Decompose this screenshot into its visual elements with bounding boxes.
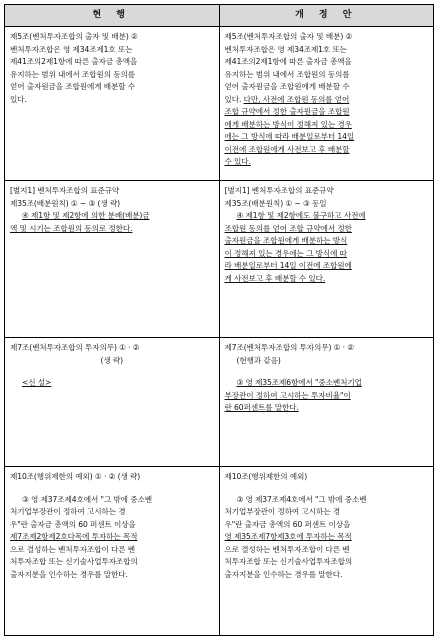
current-cell — [5, 27, 220, 181]
underlined-text: 라 배분일로부터 14일 이전에 조합원에 — [224, 261, 352, 270]
header-revised: 개 정 안 — [219, 5, 434, 27]
underlined-text: ③ 영 제35조제6항에서 "중소벤처기업 — [236, 378, 362, 387]
text-line: [별지1] 벤처투자조합의 표준규약 — [224, 186, 334, 195]
text-line: 제5조(벤처투자조합의 출자 및 배분) ② — [10, 32, 138, 41]
text-line: 출자지분을 인수하는 경우를 말한다. — [224, 569, 343, 579]
underlined-text: 이전에 조합원에게 사전보고 후 배분할 — [224, 144, 350, 154]
underlined-text: 수 있다. — [224, 157, 251, 166]
revised-cell — [219, 27, 434, 181]
underlined-text: 다만, 사전에 조합원 동의를 얻어 — [243, 94, 350, 104]
text-line: 제7조(벤처투자조합의 투자의무) ① · ② — [10, 343, 140, 352]
text-line: [별지1] 벤처투자조합의 표준규약 — [10, 186, 120, 195]
underlined-text: 조합 규약에서 정한 출자원금을 조합원 — [224, 107, 350, 116]
underlined-text: 게 사전보고 후 배분할 수 있다. — [224, 273, 326, 283]
underlined-text: 이 정해져 있는 경우에는 그 방식에 따 — [224, 248, 347, 258]
underlined-text: 제7조제2항제2호다목에 투자하는 목적 — [10, 532, 138, 541]
underlined-text: <신 설> — [22, 378, 52, 387]
text-line: (현행과 같음) — [236, 355, 281, 365]
underlined-text: 란 60퍼센트를 말한다. — [224, 403, 299, 412]
table-row — [5, 338, 434, 467]
text-span: 있다. — [224, 94, 244, 104]
text-line: 제7조(벤처투자조합의 투자의무) ① · ② — [224, 343, 355, 352]
revised-cell — [219, 181, 434, 338]
underlined-text: 에는 그 방식에 따라 배분일로부터 14일 — [224, 132, 355, 141]
text-line: 으로 결성하는 벤처투자조합이 다른 벤 — [10, 544, 136, 554]
text-line: 우"란 출자금 총액의 60 퍼센트 이상을 — [10, 519, 136, 529]
comparison-table-container — [4, 4, 434, 632]
text-line: 제10조(행위제한의 예외) — [224, 472, 308, 481]
underlined-text: ④ 제1항 및 제2항에도 불구하고 사전에 — [236, 211, 366, 220]
text-line: 처투자조합 또는 신기술사업투자조합의 — [224, 557, 353, 566]
current-cell — [5, 338, 220, 467]
text-line: 제5조(벤처투자조합의 출자 및 배분) ② — [224, 32, 353, 41]
underlined-text: 액 및 시기는 조합원의 동의로 정한다. — [10, 223, 133, 233]
text-line: 처기업부장관이 정하여 고시하는 경 — [224, 507, 340, 516]
underlined-text: 에게 배분하는 방식이 정해져 있는 경우 — [224, 119, 352, 129]
text-line: 처기업부장관이 정하여 고시하는 경 — [10, 507, 126, 516]
revised-cell — [219, 338, 434, 467]
text-line — [225, 94, 429, 107]
text-line: 제35조(배분원칙) ① ~ ③ 동일 — [224, 198, 327, 208]
underlined-text: 조합원 동의를 얻어 조합 규약에서 정한 — [224, 223, 352, 233]
text-line: 처투자조합 또는 신기술사업투자조합의 — [10, 557, 138, 566]
text-line: 유지하는 범위 내에서 조합원의 동의를 — [224, 69, 350, 79]
underlined-text: 영 제35조제7항제3호에 투자하는 목적 — [224, 532, 352, 541]
underlined-text: ④ 제1항 및 제2항에 의한 분배(배분)금 — [22, 211, 150, 220]
text-line: 제41조의2제1항에 따른 출자금 총액을 — [224, 57, 352, 66]
text-line: (생 략) — [100, 355, 123, 365]
text-line: 우"란 출자금 총액의 60 퍼센트 이상을 — [224, 519, 351, 529]
comparison-table — [4, 4, 434, 636]
underlined-text: 부장관이 정하여 고시하는 투자비율"이 — [224, 390, 351, 400]
text-line: 제10조(행위제한의 예외) ① · ② (생 략) — [10, 472, 141, 481]
header-current: 현 행 — [5, 5, 220, 27]
text-line: 벤처투자조합은 영 제34조제1호 또는 — [224, 44, 347, 54]
revised-cell — [219, 467, 434, 636]
current-cell — [5, 181, 220, 338]
table-header-row — [5, 5, 434, 27]
text-line: 출자지분을 인수하는 경우를 말한다. — [10, 569, 128, 579]
text-line: 제35조(배분원칙) ① ~ ③ (생 략) — [10, 198, 121, 208]
text-line: 으로 결성하는 벤처투자조합이 다른 벤 — [224, 544, 350, 554]
text-line: 유지하는 범위 내에서 조합원의 동의를 — [10, 69, 136, 79]
current-cell — [5, 467, 220, 636]
text-line: 얻어 출자원금을 조합원에게 배분할 수 — [224, 82, 350, 91]
text-line: 제41조의2제1항에 따른 출자금 총액을 — [10, 57, 138, 66]
text-line: ③ 영 제37조제4호에서 "그 밖에 중소벤 — [236, 494, 367, 504]
text-line: ③ 영 제37조제4호에서 "그 밖에 중소벤 — [22, 494, 152, 504]
text-line: 있다. — [10, 94, 27, 104]
table-row — [5, 181, 434, 338]
table-row — [5, 27, 434, 181]
text-line: 벤처투자조합은 영 제34조제1호 또는 — [10, 44, 133, 54]
table-row — [5, 467, 434, 636]
text-line: 얻어 출자원금을 조합원에게 배분할 수 — [10, 82, 136, 91]
underlined-text: 출자원금을 조합원에게 배분하는 방식 — [224, 236, 348, 245]
